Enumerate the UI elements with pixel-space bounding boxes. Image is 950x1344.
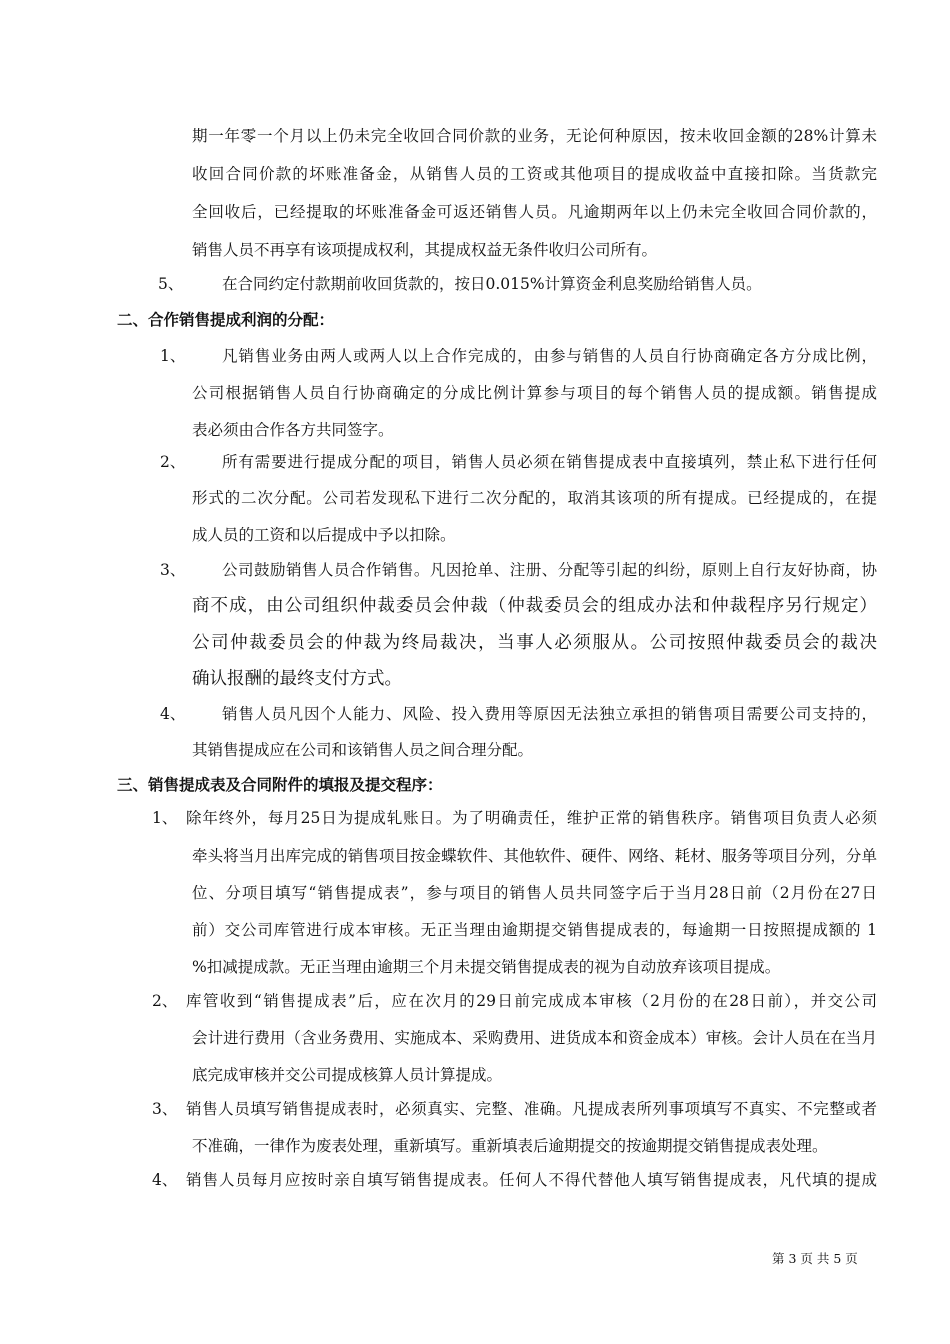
item-number: 3、 <box>152 1100 178 1118</box>
item-text: 底完成审核并交公司提成核算人员计算提成。 <box>192 1066 503 1084</box>
item-text: 其销售提成应在公司和该销售人员之间合理分配。 <box>192 741 534 759</box>
item-text: 公司鼓励销售人员合作销售。凡因抢单、注册、分配等引起的纠纷，原则上自行友好协商，协 <box>222 561 877 579</box>
item-number: 2、 <box>160 453 186 471</box>
item-text: 前）交公司库管进行成本审核。无正当理由逾期提交销售提成表的，每逾期一日按照提成额的 1 <box>192 921 877 939</box>
item-text: 确认报酬的最终支付方式。 <box>192 669 402 689</box>
item-text: 会计进行费用（含业务费用、实施成本、采购费用、进货成本和资金成本）审核。会计人员在在当月 <box>192 1029 877 1047</box>
paragraph-line: 销售人员不再享有该项提成权利，其提成权益无条件收归公司所有。 <box>192 241 658 259</box>
item-number: 4、 <box>160 705 186 723</box>
item-number: 4、 <box>152 1171 178 1189</box>
item-number: 1、 <box>152 809 178 827</box>
item-number: 1、 <box>160 347 186 365</box>
item-text: 成人员的工资和以后提成中予以扣除。 <box>192 526 456 544</box>
paragraph-line: 期一年零一个月以上仍未完全收回合同价款的业务，无论何种原因，按未收回金额的28%计算未 <box>192 127 877 145</box>
item-text: %扣减提成款。无正当理由逾期三个月未提交销售提成表的视为自动放弃该项目提成。 <box>192 958 781 976</box>
item-number: 5、 <box>158 275 184 293</box>
item-number: 2、 <box>152 992 178 1010</box>
section-heading: 二、合作销售提成利润的分配： <box>117 310 335 329</box>
item-text: 所有需要进行提成分配的项目，销售人员必须在销售提成表中直接填列，禁止私下进行任何 <box>222 453 877 471</box>
item-text: 销售人员填写销售提成表时，必须真实、完整、准确。凡提成表所列事项填写不真实、不完整或者 <box>186 1100 877 1118</box>
item-text: 形式的二次分配。公司若发现私下进行二次分配的，取消其该项的所有提成。已经提成的，在提 <box>192 489 877 507</box>
item-text: 销售人员每月应按时亲自填写销售提成表。任何人不得代替他人填写销售提成表，凡代填的提成 <box>186 1171 877 1189</box>
item-text: 公司根据销售人员自行协商确定的分成比例计算参与项目的每个销售人员的提成额。销售提成 <box>192 384 877 402</box>
item-text: 表必须由合作各方共同签字。 <box>192 421 394 439</box>
page-number: 第 3 页 共 5 页 <box>772 1251 858 1266</box>
item-text: 商不成，由公司组织仲裁委员会仲裁（仲裁委员会的组成办法和仲裁程序另行规定） <box>192 596 877 616</box>
paragraph-line: 收回合同价款的坏账准备金，从销售人员的工资或其他项目的提成收益中直接扣除。当货款完 <box>192 165 877 183</box>
item-text: 销售人员凡因个人能力、风险、投入费用等原因无法独立承担的销售项目需要公司支持的， <box>222 705 877 723</box>
item-text: 库管收到“销售提成表”后，应在次月的29日前完成成本审核（2月份的在28日前），并交公司 <box>186 992 877 1010</box>
item-text: 在合同约定付款期前收回货款的，按日0.015%计算资金利息奖励给销售人员。 <box>222 275 762 293</box>
item-text: 除年终外，每月25日为提成轧账日。为了明确责任，维护正常的销售秩序。销售项目负责人必须 <box>186 809 877 827</box>
item-text: 公司仲裁委员会的仲裁为终局裁决，当事人必须服从。公司按照仲裁委员会的裁决 <box>192 633 877 653</box>
item-text: 牵头将当月出库完成的销售项目按金蝶软件、其他软件、硬件、网络、耗材、服务等项目分列，分单 <box>192 847 877 865</box>
paragraph-line: 全回收后，已经提取的坏账准备金可返还销售人员。凡逾期两年以上仍未完全收回合同价款的， <box>192 203 877 221</box>
item-number: 3、 <box>160 561 186 579</box>
item-text: 凡销售业务由两人或两人以上合作完成的，由参与销售的人员自行协商确定各方分成比例， <box>222 347 877 365</box>
item-text: 位、分项目填写“销售提成表”，参与项目的销售人员共同签字后于当月28日前（2月份在27日 <box>192 884 877 902</box>
section-heading: 三、销售提成表及合同附件的填报及提交程序： <box>117 775 443 794</box>
item-text: 不准确，一律作为废表处理，重新填写。重新填表后逾期提交的按逾期提交销售提成表处理。 <box>192 1137 828 1155</box>
